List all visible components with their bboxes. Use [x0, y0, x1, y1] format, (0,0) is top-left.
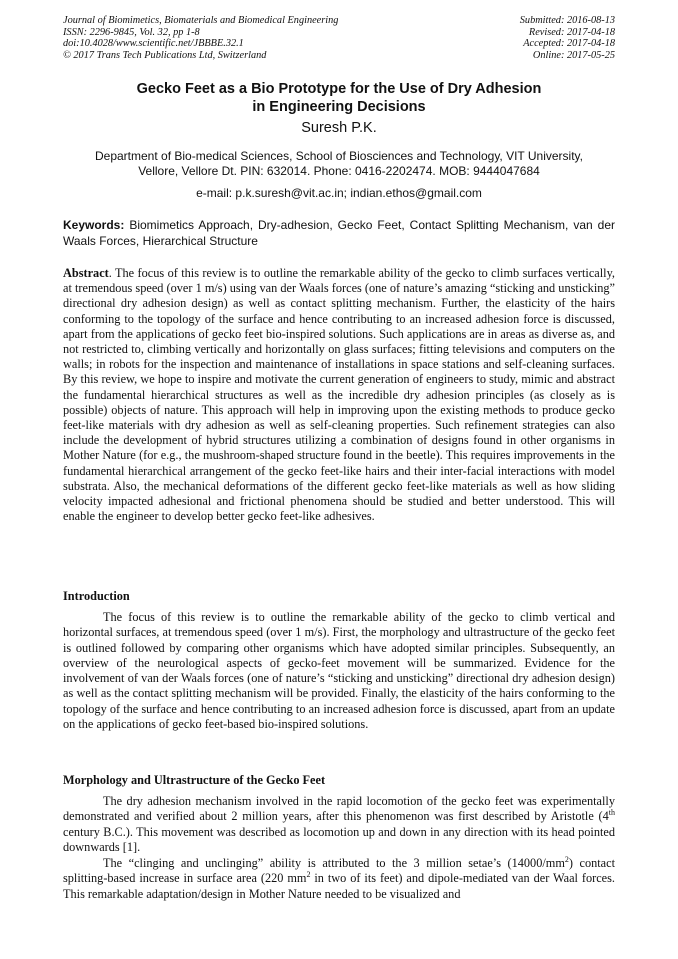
- morphology-p1-text-a: The dry adhesion mechanism involved in the rapid locomotion of the gecko feet was experimentally demonstrated and verified about 2 million years, after this phenomenon was first described by Aristotle (4: [63, 794, 615, 824]
- morphology-p2-text-c: in two of its feet) and dipole-mediated van der Waal forces. This remarkable adaptation/design in Mother Nature needed to be visualized and: [63, 871, 615, 901]
- superscript-2a: 2: [564, 854, 569, 864]
- affiliation-line-2: Vellore, Vellore Dt. PIN: 632014. Phone: 0416-2202474. MOB: 9444047684: [138, 164, 540, 178]
- title-line-2: in Engineering Decisions: [252, 99, 426, 115]
- journal-copyright: © 2017 Trans Tech Publications Ltd, Switzerland: [63, 49, 267, 61]
- publication-dates: [520, 15, 615, 61]
- abstract: [63, 266, 615, 524]
- affiliation-line-1: Department of Bio-medical Sciences, School of Biosciences and Technology, VIT University,: [94, 149, 583, 163]
- journal-info: [63, 15, 338, 61]
- journal-issn: ISSN: 2296-9845, Vol. 32, pp 1-8: [63, 26, 200, 38]
- introduction-heading: Introduction: [63, 589, 130, 603]
- keywords: [63, 218, 615, 249]
- morphology-heading: Morphology and Ultrastructure of the Gecko Feet: [63, 773, 326, 787]
- abstract-label: Abstract: [63, 266, 109, 280]
- keywords-label: Keywords:: [63, 218, 125, 232]
- author-affiliation: [63, 149, 615, 179]
- journal-doi: doi:10.4028/www.scientific.net/JBBBE.32.1: [63, 38, 244, 49]
- author-name: Suresh P.K.: [301, 120, 377, 136]
- date-revised: Revised: 2017-04-18: [528, 26, 615, 38]
- date-submitted: Submitted: 2016-08-13: [519, 15, 615, 26]
- morphology-p2-text-b: ) contact splitting-based increase in surface area (220 mm: [63, 856, 615, 886]
- paper-title: [63, 80, 615, 116]
- superscript-th: th: [608, 808, 615, 818]
- journal-name: Journal of Biomimetics, Biomaterials and Biomedical Engineering: [63, 15, 339, 26]
- keywords-text: Biomimetics Approach, Dry-adhesion, Gecko Feet, Contact Splitting Mechanism, van der Waals Forces, Hierarchical Structure: [63, 218, 615, 248]
- title-line-1: Gecko Feet as a Bio Prototype for the Use of Dry Adhesion: [136, 81, 542, 97]
- date-accepted: Accepted: 2017-04-18: [523, 38, 615, 49]
- date-online: Online: 2017-05-25: [532, 49, 615, 61]
- abstract-text: . The focus of this review is to outline the remarkable ability of the gecko to climb surfaces vertically, at tremendous speed (over 1 m/s) using van der Waals forces (one of nature’s amazing “sticking and unsticking” directional dry adhesion design) as well as contact splitting mechanism. Further, the elasticity of the hairs conforming to the topology of the surface and hence contributing to an increased adhesion force is discussed, apart from the applications of gecko feet bio-inspired solutions. Such applications are in areas as diverse as, and not restricted to, climbing vertically and horizontally on glass surfaces; fitting televisions and computers on the walls; in robots for the inspection and maintenance of installations in space stations and self-cleaning surfaces. By this review, we hope to inspire and motivate the current generation of engineers to study, mimic and abstract the fundamental hierarchical structures as well as the incredible dry adhesion principles (as closely as is possible) objects of nature. This approach will help in improving upon the existing methods to produce gecko feet-like materials with dry adhesion as well as self-cleaning properties. Such refinement strategies can also include the development of hybrid structures utilizing a combination of designs found in other organisms in Mother Nature (for e.g., the mushroom-shaped structure found in the beetle). This requires improvements in the fundamental hierarchical arrangement of the gecko feet-like hairs and their inter-facial interactions with model substrata. Also, the mechanical deformations of the different gecko feet-like materials as well as how sliding velocity impacted adhesional and frictional phenomena should be studied and better understood. This will enable the engineer to develop better gecko feet-like adhesives.: [63, 266, 615, 524]
- author-email: e-mail: p.k.suresh@vit.ac.in; indian.ethos@gmail.com: [196, 186, 482, 200]
- morphology-paragraph-2: [63, 856, 615, 902]
- morphology-p1-text-b: century B.C.). This movement was described as locomotion up and down in any direction with its head pointed downwards [1].: [63, 824, 615, 854]
- morphology-paragraph-1: [63, 794, 615, 855]
- introduction-paragraph: The focus of this review is to outline the remarkable ability of the gecko to climb vertical and horizontal surfaces, at tremendous speed (over 1 m/s). First, the morphology and ultrastructure of the gecko feet is outlined followed by comparing other organisms which have adopted similar principles. Subsequently, an overview of the neurological aspects of gecko-feet movement will be summarized. Evidence for the involvement of van der Waals forces (one of nature’s “sticking and unsticking” directional dry adhesion design) as well as the contact splitting mechanism will be provided. Finally, the elasticity of the hairs conforming to the topology of the surface and hence contributing to an increased adhesion force is discussed, apart from an update on the applications of gecko feet-based bio-inspired solutions.: [63, 610, 615, 732]
- morphology-p2-text-a: The “clinging and unclinging” ability is attributed to the 3 million setae’s (14000/mm: [103, 856, 565, 870]
- superscript-2b: 2: [306, 870, 311, 880]
